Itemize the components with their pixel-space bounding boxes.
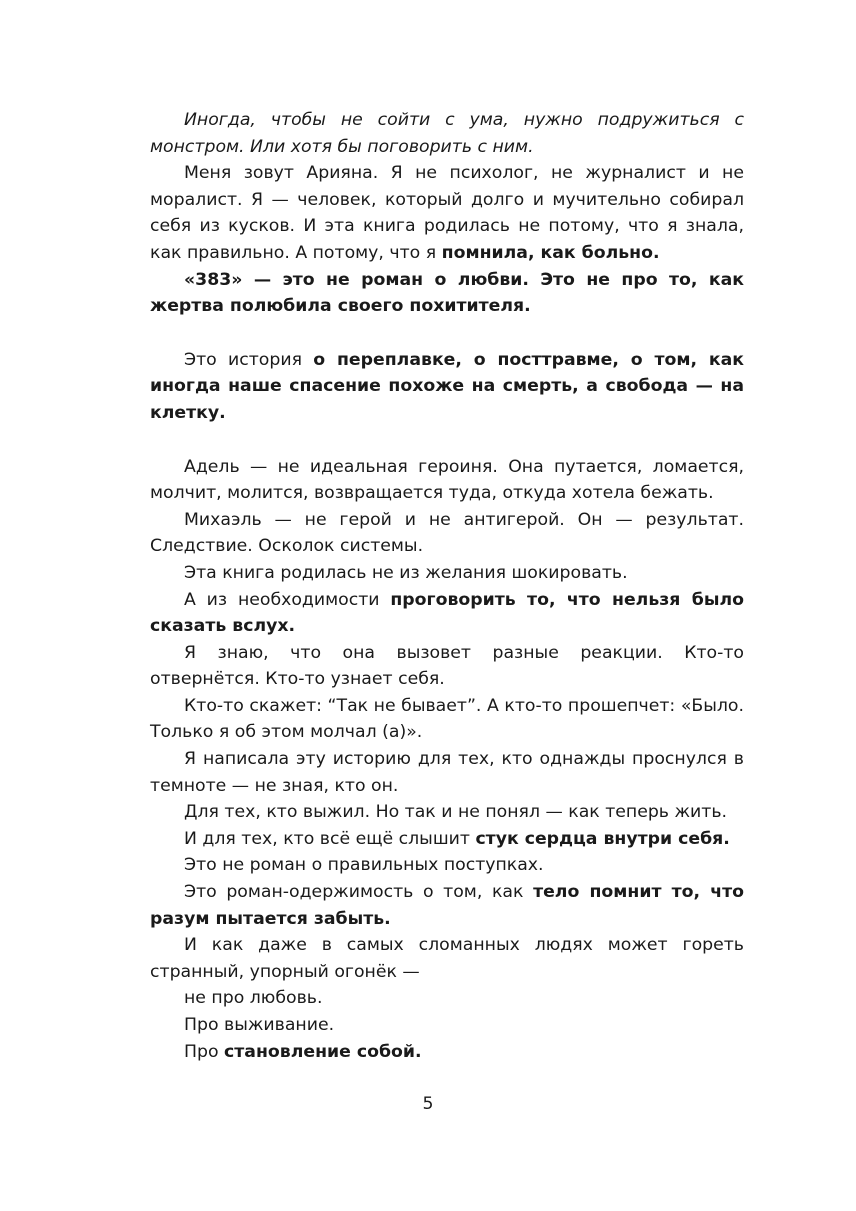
text-run: Эта книга родилась не из желания шокировать. <box>184 562 628 583</box>
text-run: не про любовь. <box>184 988 323 1009</box>
paragraph <box>150 347 744 427</box>
paragraph <box>150 746 744 799</box>
text-run: Я написала эту историю для тех, кто однажды проснулся в темноте — не зная, кто он. <box>150 749 744 796</box>
paragraph <box>150 1012 744 1039</box>
bold-text: становление собой. <box>224 1041 422 1062</box>
text-run: Про выживание. <box>184 1015 335 1035</box>
paragraph <box>150 852 744 879</box>
bold-text: стук сердца внутри себя. <box>475 828 730 849</box>
text-run: Кто-то скажет: “Так не бывает”. А кто-то прошепчет: «Было. Только я об этом молчал (а)». <box>150 695 744 743</box>
page-number: 5 <box>422 1094 434 1114</box>
text-run: Для тех, кто выжил. Но так и не понял — как теперь жить. <box>184 802 728 823</box>
paragraph <box>150 640 744 693</box>
paragraph-gap <box>150 427 744 454</box>
bold-text: помнила, как больно. <box>441 242 660 263</box>
text-run: Про <box>184 1041 225 1062</box>
text-run: И как даже в самых сломанных людях может гореть странный, упорный огонёк — <box>150 935 744 982</box>
text-run: Это роман-одержимость о том, как <box>184 882 534 903</box>
text-run: И для тех, кто всё ещё слышит <box>184 828 476 849</box>
paragraph <box>150 932 744 985</box>
bold-text: о переплавке, о посттравме, о том, как иногда наше спасение похоже на смерть, а свобода — на клетку. <box>150 349 745 423</box>
paragraph <box>150 799 744 826</box>
paragraph <box>150 107 744 160</box>
paragraph-gap <box>150 320 744 347</box>
text-run: Меня зовут Арияна. Я не психолог, не журналист и не моралист. Я — человек, который долго и мучительно собирал себя из кусков. И эта книга родилась не потому, что я знала, как правильно. А потому, что я <box>150 163 744 263</box>
bold-text: «383» — это не роман о любви. Это не про то, как жертва полюбила своего похитителя. <box>150 269 744 317</box>
paragraph <box>150 826 744 853</box>
paragraph <box>150 1039 744 1066</box>
page-text <box>150 107 744 1065</box>
bold-text: тело помнит то, что разум пытается забыть. <box>150 882 744 929</box>
text-run: Это не роман о правильных поступках. <box>184 855 544 876</box>
bold-text: проговорить то, что нельзя было сказать вслух. <box>150 589 744 637</box>
text-run: Это история <box>184 349 314 370</box>
paragraph <box>150 587 744 640</box>
paragraph <box>150 267 744 320</box>
paragraph <box>150 985 744 1012</box>
paragraph <box>150 560 744 587</box>
paragraph <box>150 160 744 266</box>
paragraph <box>150 454 744 507</box>
paragraph <box>150 693 744 746</box>
text-run: Иногда, чтобы не сойти с ума, нужно подружиться с монстром. Или хотя бы поговорить с ним. <box>150 110 744 157</box>
text-run: А из необходимости <box>184 589 391 610</box>
text-run: Я знаю, что она вызовет разные реакции. Кто-то отвернётся. Кто-то узнает себя. <box>150 642 744 690</box>
paragraph <box>150 879 744 932</box>
text-run: Адель — не идеальная героиня. Она путается, ломается, молчит, молится, возвращается туда, откуда хотела бежать. <box>150 456 744 504</box>
text-run: Михаэль — не герой и не антигерой. Он — результат. Следствие. Осколок системы. <box>150 509 744 557</box>
paragraph <box>150 507 744 560</box>
